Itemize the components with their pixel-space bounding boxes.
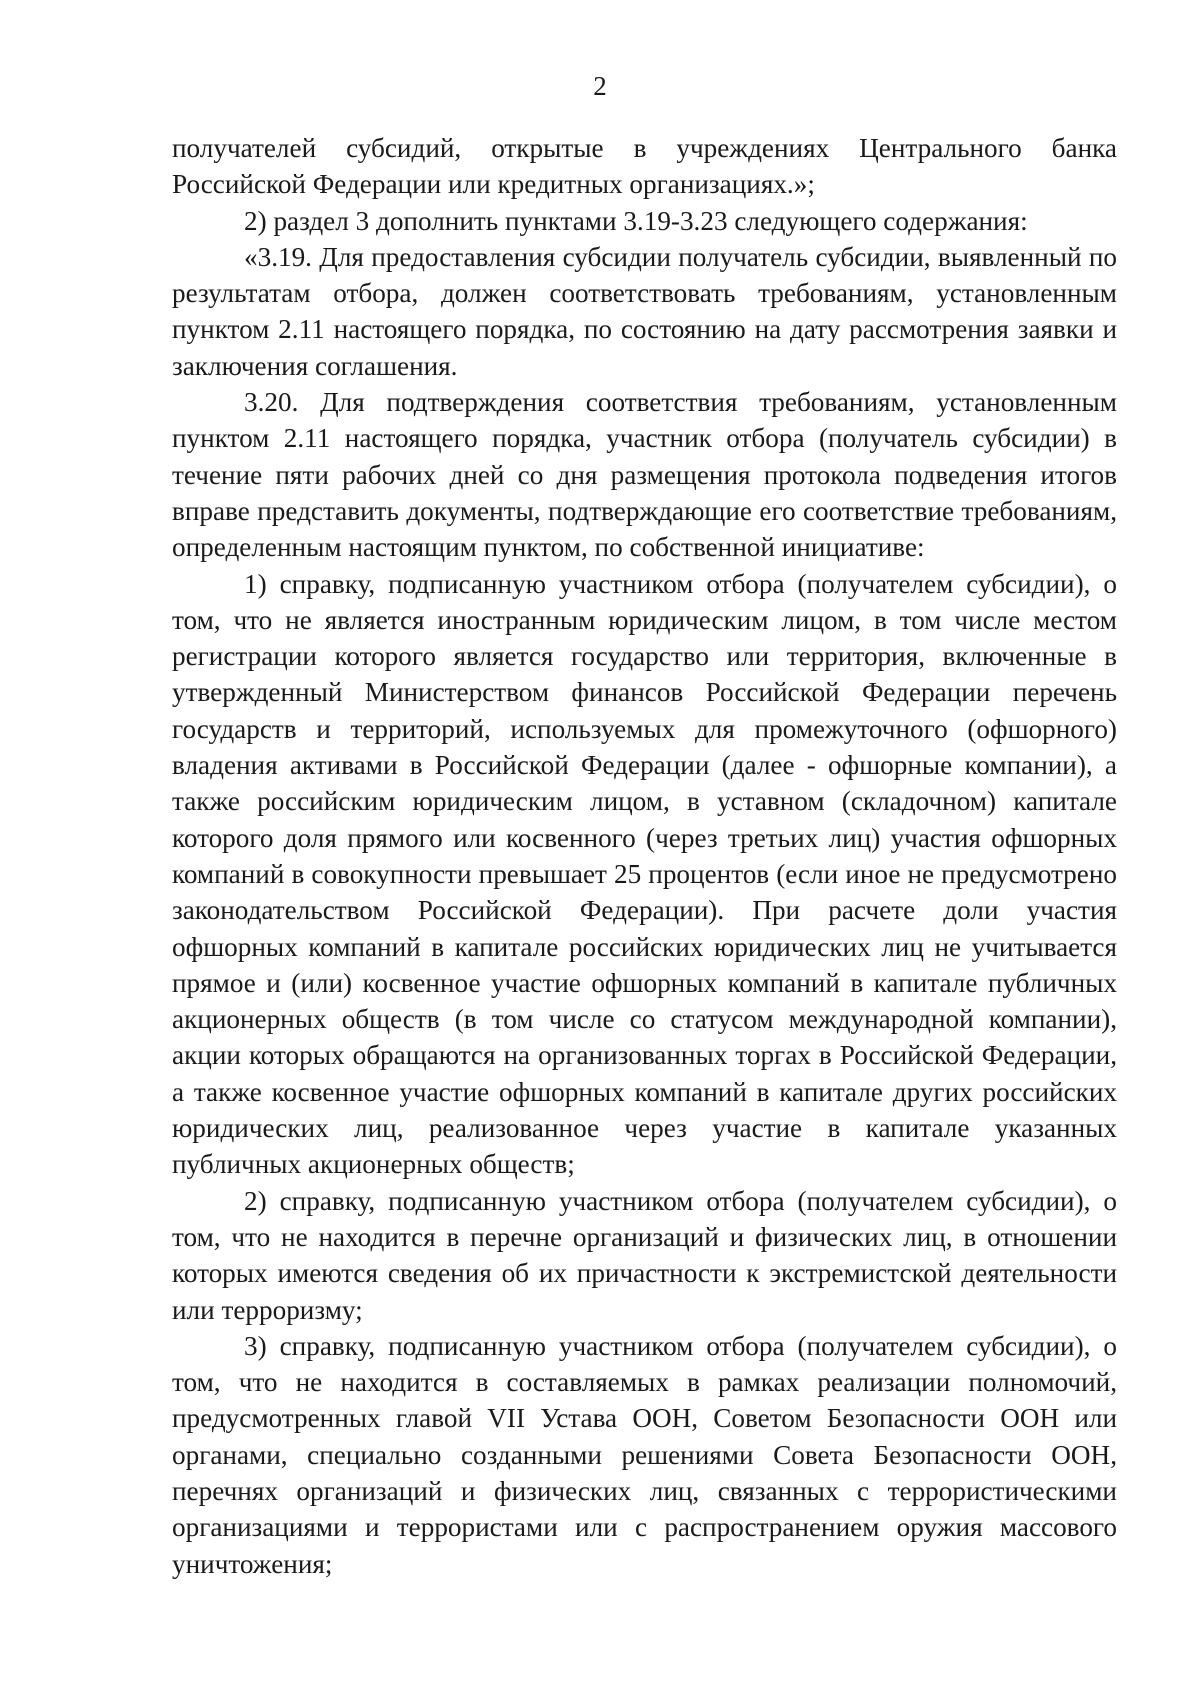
paragraph: «3.19. Для предоставления субсидии получатель субсидии, выявленный по результатам отбора, должен соответствовать требованиям, установленным пунктом 2.11 настоящего порядка, по состоянию на дату рассмотрения заявки и заключения соглашения. (172, 241, 1117, 381)
page-number: 2 (593, 71, 607, 101)
document-body (172, 130, 1117, 1582)
paragraph: 3) справку, подписанную участником отбора (получателем субсидии), о том, что не находится в составляемых в рамках реализации полномочий, предусмотренных главой VII Устава ООН, Советом Безопасности ООН или органами, специально созданными решениями Совета Безопасности ООН, перечнях организаций и физических лиц, связанных с террористическими организациями и террористами или с распространением оружия массового уничтожения; (172, 1330, 1117, 1579)
paragraph: 3.20. Для подтверждения соответствия требованиям, установленным пунктом 2.11 настоящего порядка, участник отбора (получатель субсидии) в течение пяти рабочих дней со дня размещения протокола подведения итогов вправе представить документы, подтверждающие его соответствие требованиям, определенным настоящим пунктом, по собственной инициативе: (172, 387, 1117, 563)
paragraph: 2) справку, подписанную участником отбора (получателем субсидии), о том, что не находится в перечне организаций и физических лиц, в отношении которых имеются сведения об их причастности к экстремистской деятельности или терроризму; (172, 1185, 1117, 1325)
paragraph: 2) раздел 3 дополнить пунктами 3.19-3.23 следующего содержания: (244, 205, 1028, 236)
paragraph: 1) справку, подписанную участником отбора (получателем субсидии), о том, что не является иностранным юридическим лицом, в том числе местом регистрации которого является государство или территория, включенные в утвержденный Министерством финансов Российской Федерации перечень государств и территорий, используемых для промежуточного (офшорного) владения активами в Российской Федерации (далее - офшорные компании), а также российским юридическим лицом, в уставном (складочном) капитале которого доля прямого или косвенного (через третьих лиц) участия офшорных компаний в совокупности превышает 25 процентов (если иное не предусмотрено законодательством Российской Федерации). При расчете доли участия офшорных компаний в капитале российских юридических лиц не учитывается прямое и (или) косвенное участие офшорных компаний в капитале публичных акционерных обществ (в том числе со статусом международной компании), акции которых обращаются на организованных торгах в Российской Федерации, а также косвенное участие офшорных компаний в капитале других российских юридических лиц, реализованное через участие в капитале указанных публичных акционерных обществ; (172, 568, 1117, 1180)
paragraph: получателей субсидий, открытые в учреждениях Центрального банка Российской Федерации или кредитных организациях.»; (172, 133, 1117, 200)
